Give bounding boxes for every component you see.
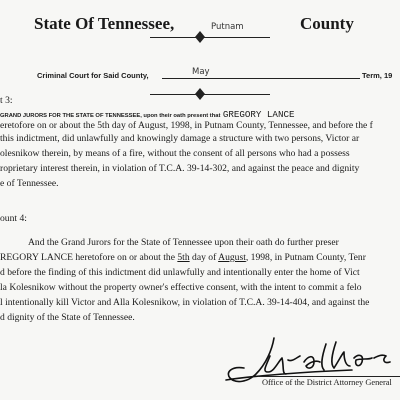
state-title: State Of Tennessee, <box>34 14 175 33</box>
count-4-label: ount 4: <box>0 213 27 224</box>
line-2-day: 5th <box>177 252 190 263</box>
intro-caps: GRAND JURORS FOR THE STATE OF TENNESSEE, upon their oath present that <box>0 113 221 119</box>
office-label: Office of the District Attorney General <box>262 378 392 387</box>
line-2-post: , 1998, in Putnam County, Tenr <box>245 252 366 263</box>
count-3-label: t 3: <box>0 95 13 106</box>
count-3-line-1: eretofore on or about the 5th day of August, 1998, in Putnam County, Tennessee, and before the f <box>0 120 373 131</box>
line-2-pre: REGORY LANCE heretofore on or about the <box>0 252 178 263</box>
signature-line <box>258 376 400 377</box>
separator-line <box>150 94 270 95</box>
court-label: Criminal Court for Said County, <box>37 71 149 80</box>
line-2-mid: day of <box>189 252 219 263</box>
count-4-line-6: d dignity of the State of Tennessee. <box>0 312 135 323</box>
count-4-line-1: And the Grand Jurors for the State of Tennessee upon their oath do further preser <box>28 237 339 248</box>
count-3-intro <box>0 109 295 120</box>
count-3-line-3: olesnikow therein, by means of a fire, without the consent of all persons who had a possess <box>0 148 350 159</box>
term-month: May <box>192 67 210 77</box>
count-4-line-5: l intentionally kill Victor and Alla Kolesnikow, in violation of T.C.A. 39-14-404, and against the <box>0 297 370 308</box>
county-name: Putnam <box>211 22 244 32</box>
count-3-line-4: roprietary interest therein, in violation of T.C.A. 39-14-302, and against the peace and dignity <box>0 163 360 174</box>
count-4-line-4: la Kolesnikow without the property owner's effective consent, with the intent to commit a felo <box>0 282 362 293</box>
diamond-mark-icon <box>195 31 205 43</box>
defendant-name: GREGORY LANCE <box>222 109 295 120</box>
line-2-month: August <box>218 252 246 263</box>
term-underline <box>162 78 360 79</box>
count-3-line-5: e of Tennessee. <box>0 178 59 189</box>
count-3-line-2: this indictment, did unlawfully and knowingly damage a structure with two persons, Victor ar <box>0 133 360 144</box>
count-4-line-3: d before the finding of this indictment did unlawfully and intentionally enter the home of Vict <box>0 267 360 278</box>
county-underline <box>150 37 270 38</box>
term-label: Term, 19 <box>362 71 393 80</box>
count-4-line-2 <box>0 253 366 263</box>
county-label: County <box>300 14 354 33</box>
